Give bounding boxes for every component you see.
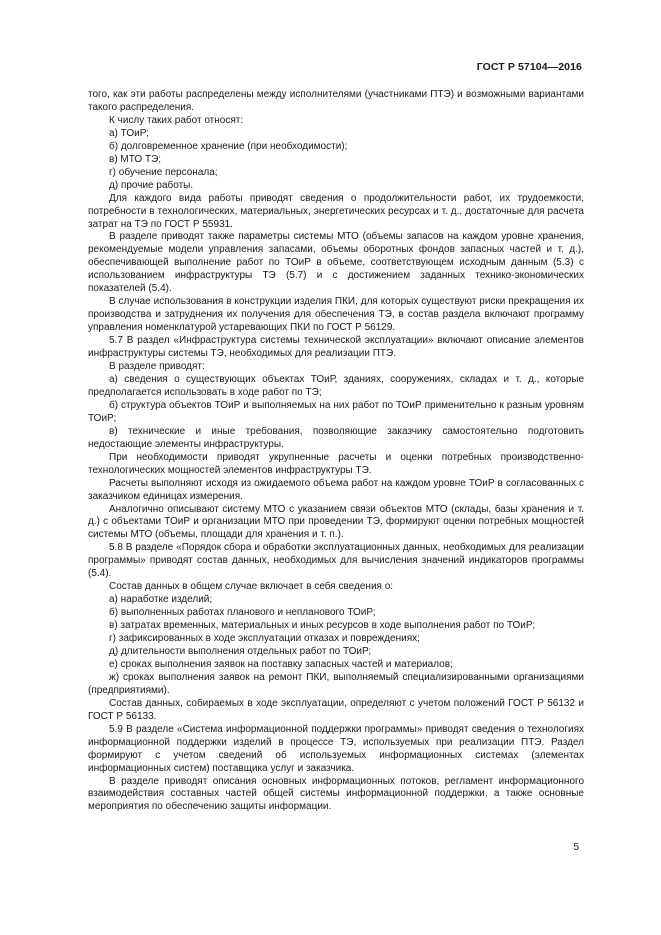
paragraph: Состав данных, собираемых в ходе эксплуатации, определяют с учетом положений ГОСТ Р 56132 и ГОСТ Р 56133. xyxy=(88,697,584,722)
paragraph: В разделе приводят описания основных информационных потоков, регламент информационного взаимодействия составных частей общей системы информационной поддержки, а также основные мероприятия по обеспечению защиты информации. xyxy=(88,775,584,813)
list-item: г) зафиксированных в ходе эксплуатации отказах и повреждениях; xyxy=(109,633,420,645)
paragraph: В разделе приводят также параметры системы МТО (объемы запасов на каждом уровне хранения, рекомендуемые модели управления запасами, объемы оборотных фондов запасных частей и т. д.), обеспечивающей выполнение работ по ТОиР в объеме, соответствующем исходным данным (5.3) с использованием инфраструктуры ТЭ (5.7) и с достижением заданных технико-экономических показателей (5.4). xyxy=(88,231,584,295)
list-item: д) прочие работы. xyxy=(109,179,194,191)
paragraph: того, как эти работы распределены между исполнителями (участниками ПТЭ) и возможными вариантами такого распределения. xyxy=(88,89,584,113)
list-item: ж) сроках выполнения заявок на ремонт ПКИ, выполняемый специализированными организациями (предприятиями). xyxy=(88,671,584,696)
list-item: в) затратах временных, материальных и иных ресурсов в ходе выполнения работ по ТОиР; xyxy=(109,620,536,632)
document-header: ГОСТ Р 57104—2016 xyxy=(476,61,582,73)
paragraph: В случае использования в конструкции изделия ПКИ, для которых существуют риски прекращения их производства и затруднения их получения для обеспечения ТЭ, в состав раздела включают программу управления номенклатурой устаревающих ПКИ по ГОСТ Р 56129. xyxy=(88,296,584,334)
list-item: б) выполненных работах планового и непланового ТОиР; xyxy=(109,607,376,619)
paragraph: Состав данных в общем случае включает в себя сведения о: xyxy=(109,581,394,593)
paragraph: Для каждого вида работы приводят сведения о продолжительности работ, их трудоемкости, потребности в технологических, материальных, энергетических ресурсах и т. д., достаточные для расчета затрат на ТЭ по ГОСТ Р 55931. xyxy=(88,192,584,230)
paragraph: 5.9 В разделе «Система информационной поддержки программы» приводят сведения о технологиях информационной поддержки изделий в процессе ТЭ, используемых при реализации ПТЭ. Раздел формируют с учетом сведений об используемых информационных системах (элементах информационных систем) поставщика услуг и заказчика. xyxy=(88,723,584,774)
list-item: е) сроках выполнения заявок на поставку запасных частей и материалов; xyxy=(109,658,453,670)
paragraph: 5.8 В разделе «Порядок сбора и обработки эксплуатационных данных, необходимых для реализации программы» приводят состав данных, необходимых для вычисления значений индикаторов программы (5.4). xyxy=(88,542,584,580)
paragraph: Расчеты выполняют исходя из ожидаемого объема работ на каждом уровне ТОиР в согласованных с заказчиком единицах измерения. xyxy=(88,477,584,502)
paragraph: В разделе приводят: xyxy=(109,361,205,373)
list-item: б) структура объектов ТОиР и выполняемых на них работ по ТОиР применительно к разным уровням ТОиР; xyxy=(88,399,584,424)
list-item: в) МТО ТЭ; xyxy=(109,153,162,165)
paragraph: При необходимости приводят укрупненные расчеты и оценки потребных производственно-технологических мощностей элементов инфраструктуры ТЭ. xyxy=(88,451,584,476)
list-item: в) технические и иные требования, позволяющие заказчику самостоятельно подготовить недостающие элементы инфраструктуры. xyxy=(88,425,584,450)
document-body xyxy=(88,89,584,814)
paragraph: Аналогично описывают систему МТО с указанием связи объектов МТО (склады, базы хранения и т. д.) с объектами ТОиР и организации МТО при проведении ТЭ, формируют оценки потребных мощностей системы МТО (объемы, площади для хранения и т. п.). xyxy=(88,503,584,541)
list-item: а) сведения о существующих объектах ТОиР, зданиях, сооружениях, складах и т. д., которые предполагается использовать в ходе работ по ТЭ; xyxy=(88,373,584,398)
page-number: 5 xyxy=(573,842,579,853)
list-item: а) наработке изделий; xyxy=(109,594,213,606)
paragraph: К числу таких работ относят: xyxy=(109,114,244,126)
list-item: а) ТОиР; xyxy=(109,127,149,139)
list-item: г) обучение персонала; xyxy=(109,166,218,178)
list-item: д) длительности выполнения отдельных работ по ТОиР; xyxy=(109,645,372,657)
paragraph: 5.7 В раздел «Инфраструктура системы технической эксплуатации» включают описание элементов инфраструктуры системы ТЭ, необходимых для реализации ПТЭ. xyxy=(88,335,584,360)
list-item: б) долговременное хранение (при необходимости); xyxy=(109,140,348,152)
